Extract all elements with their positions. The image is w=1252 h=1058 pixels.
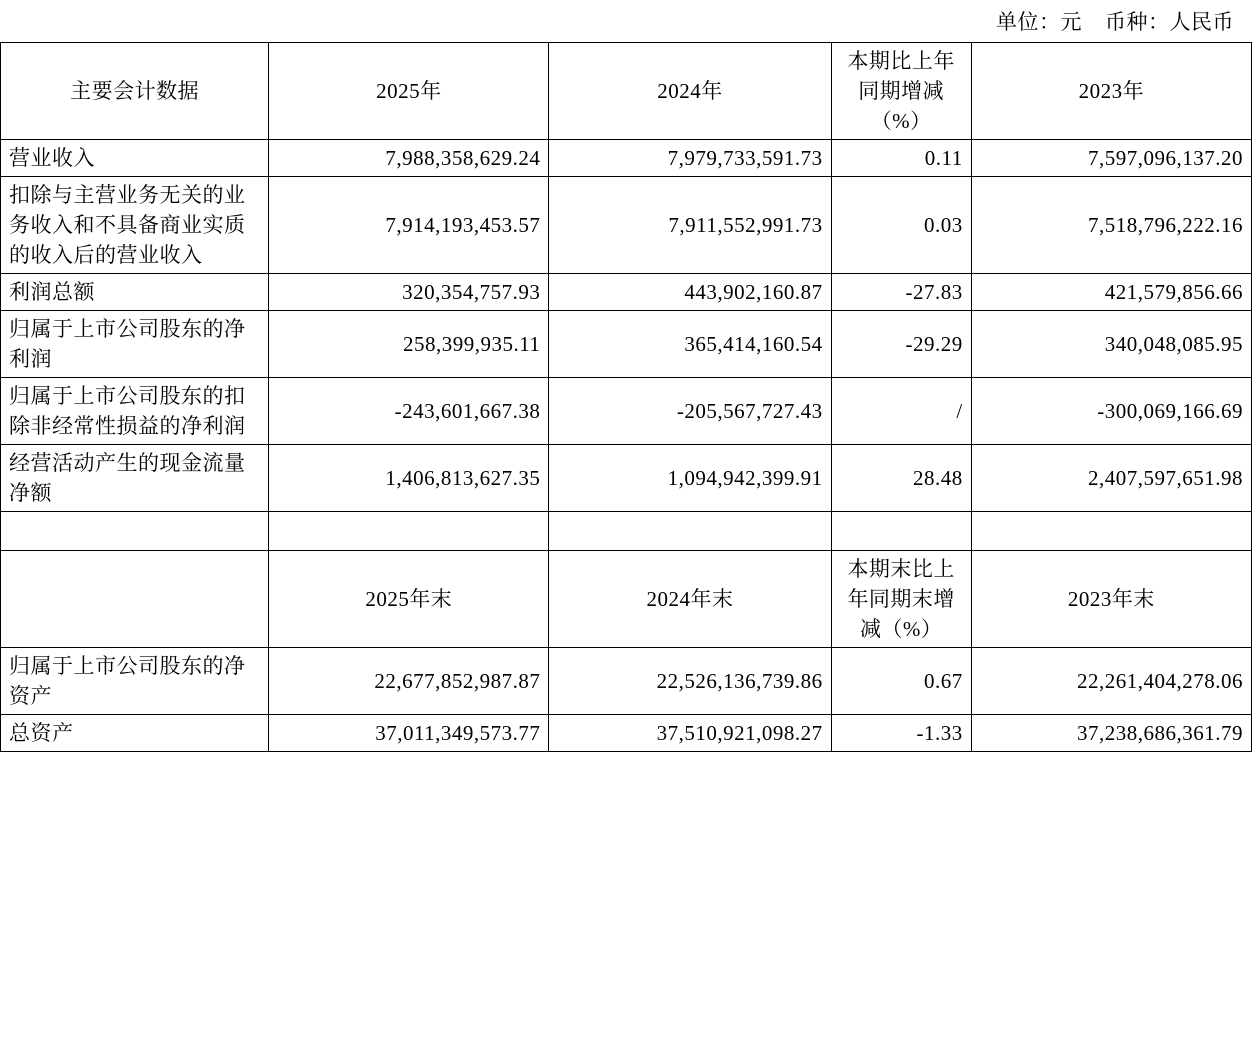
row-value-change: -1.33 [831,715,971,752]
row-value-2023: 340,048,085.95 [971,311,1251,378]
row-value-2023: 421,579,856.66 [971,274,1251,311]
row-label: 利润总额 [1,274,269,311]
header-year-2025: 2025年 [269,43,549,140]
row-value-change: / [831,378,971,445]
row-value-2023: 7,597,096,137.20 [971,140,1251,177]
header-label: 主要会计数据 [1,43,269,140]
row-value-2025: 22,677,852,987.87 [269,648,549,715]
row-value-2024: 37,510,921,098.27 [549,715,831,752]
table-row [1,140,1252,177]
row-value-change: -27.83 [831,274,971,311]
row-value-2025: 37,011,349,573.77 [269,715,549,752]
table-row [1,311,1252,378]
row-value-change: 0.03 [831,177,971,274]
row-value-2025: 7,914,193,453.57 [269,177,549,274]
row-value-2025: 7,988,358,629.24 [269,140,549,177]
row-value-change: -29.29 [831,311,971,378]
row-value-2024: 365,414,160.54 [549,311,831,378]
header-year-end-2024: 2024年末 [549,551,831,648]
row-label: 扣除与主营业务无关的业务收入和不具备商业实质的收入后的营业收入 [1,177,269,274]
row-value-2024: 7,979,733,591.73 [549,140,831,177]
header-year-2023: 2023年 [971,43,1251,140]
table-row [1,648,1252,715]
table-row [1,445,1252,512]
row-value-2024: 443,902,160.87 [549,274,831,311]
row-value-2025: 1,406,813,627.35 [269,445,549,512]
table-row [1,715,1252,752]
row-value-2023: -300,069,166.69 [971,378,1251,445]
header-label-empty [1,551,269,648]
row-label: 归属于上市公司股东的净利润 [1,311,269,378]
table-row [1,177,1252,274]
header-change-pct: 本期比上年同期增减（%） [831,43,971,140]
header-year-end-2025: 2025年末 [269,551,549,648]
row-label: 归属于上市公司股东的净资产 [1,648,269,715]
table-header-row [1,43,1252,140]
row-value-2023: 2,407,597,651.98 [971,445,1251,512]
spacer-cell [831,512,971,551]
row-value-2023: 22,261,404,278.06 [971,648,1251,715]
row-value-2024: 22,526,136,739.86 [549,648,831,715]
row-value-2025: 258,399,935.11 [269,311,549,378]
row-label: 营业收入 [1,140,269,177]
row-value-change: 0.11 [831,140,971,177]
unit-note: 单位：元 币种：人民币 [996,10,1234,34]
row-value-2023: 37,238,686,361.79 [971,715,1251,752]
spacer-cell [971,512,1251,551]
row-value-2025: 320,354,757.93 [269,274,549,311]
row-value-2024: 7,911,552,991.73 [549,177,831,274]
row-value-change: 28.48 [831,445,971,512]
header-year-2024: 2024年 [549,43,831,140]
row-label: 归属于上市公司股东的扣除非经常性损益的净利润 [1,378,269,445]
row-value-2025: -243,601,667.38 [269,378,549,445]
row-label: 经营活动产生的现金流量净额 [1,445,269,512]
table-row [1,274,1252,311]
row-value-2024: -205,567,727.43 [549,378,831,445]
balance-header-row [1,551,1252,648]
row-value-change: 0.67 [831,648,971,715]
row-value-2024: 1,094,942,399.91 [549,445,831,512]
spacer-cell [269,512,549,551]
header-change-pct-end: 本期末比上年同期末增减（%） [831,551,971,648]
spacer-cell [1,512,269,551]
row-label: 总资产 [1,715,269,752]
spacer-row [1,512,1252,551]
spacer-cell [549,512,831,551]
table-row [1,378,1252,445]
main-accounting-data-table [0,42,1252,752]
row-value-2023: 7,518,796,222.16 [971,177,1251,274]
header-year-end-2023: 2023年末 [971,551,1251,648]
